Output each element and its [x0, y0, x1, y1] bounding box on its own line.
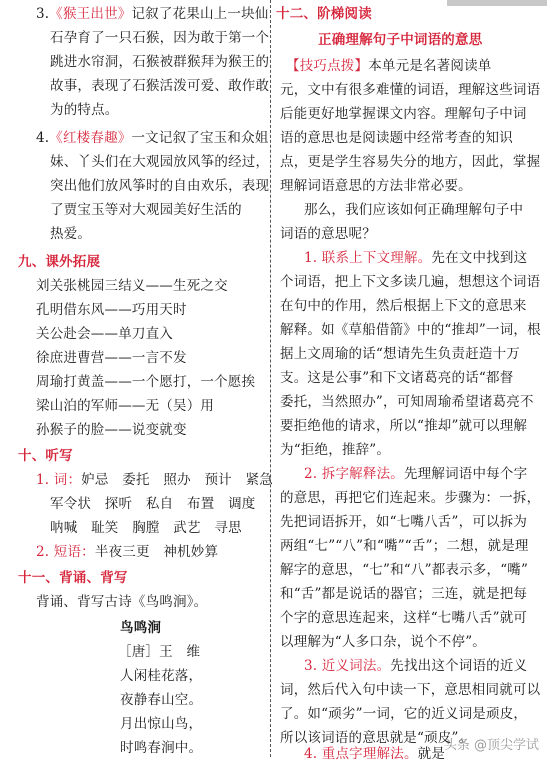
- tip-line: 点，更是学生容易失分的地方，因此，掌握: [280, 154, 541, 170]
- extension-line: 周瑜打黄盖——一个愿打，一个愿挨: [36, 374, 256, 390]
- column-divider: [270, 0, 271, 757]
- item-3-line-5: 为的特点。: [50, 102, 119, 118]
- question-line: 那么，我们应该如何正确理解句子中: [304, 202, 524, 218]
- item-3-text: 记叙了花果山上一块仙: [131, 6, 269, 22]
- method-1-text: 先在文中找到这: [431, 250, 528, 266]
- method-2-line-1: [304, 464, 527, 484]
- method-2-line: 的意思，再把它们连起来。步骤为：一拆，: [280, 490, 541, 506]
- method-4-label: 4. 重点字理解法。: [304, 746, 418, 762]
- method-2-text: 先理解词语中每个字: [403, 466, 528, 482]
- poem-line: 月出惊山鸟，: [120, 716, 203, 732]
- method-4-line-1: [304, 746, 446, 762]
- section-11-heading: 十一、背诵、背写: [18, 570, 128, 586]
- item-3-line-1: [36, 4, 268, 24]
- method-1-line-1: [304, 248, 527, 268]
- left-column: [0, 0, 273, 757]
- method-2-line: 解字的意思，“七”和“八”都表示多，“嘴”: [280, 562, 529, 578]
- item-4-number: 4.: [36, 130, 50, 146]
- method-1-line: 据上文周瑜的话“想请先生负责赶造十万: [280, 346, 521, 362]
- tip-label: 【技巧点拨】: [286, 58, 369, 74]
- method-1-line: 在句中的作用，然后根据上下文的意思来: [280, 298, 527, 314]
- item-4-text: 一文记叙了宝玉和众姐: [131, 130, 269, 146]
- tip-line-1: [286, 56, 492, 76]
- item-4-line-5: 热爱。: [50, 226, 92, 242]
- item-3-line-3: 跳进水帘洞，石猴被群猴拜为猴王的: [50, 54, 270, 70]
- poem-line: 夜静春山空。: [120, 692, 203, 708]
- extension-line: 刘关张桃园三结义——生死之交: [36, 278, 228, 294]
- method-2-line: 和“舌”都是说话的器官；三连，就是把每: [280, 586, 528, 602]
- item-4-line-1: [36, 128, 268, 148]
- method-2-line: 个字的意思连起来，这样“七嘴八舌”就可: [280, 610, 528, 626]
- item-3-title: 《猴王出世》: [49, 6, 132, 22]
- item-4-line-2: 妹、丫头们在大观园放风筝的经过，: [50, 154, 270, 170]
- section-12-heading: 十二、阶梯阅读: [276, 6, 372, 22]
- extension-line: 梁山泊的军师——无（吴）用: [36, 398, 215, 414]
- method-1-line: 个词语，把上下文多读几遍，想想这个词语: [280, 274, 541, 290]
- method-3-line: 所以该词语的意思就是“顽皮”。: [280, 730, 473, 746]
- method-1-line: 支。这是公事”和下文诸葛亮的话“都督: [280, 370, 514, 386]
- method-3-line-1: [304, 656, 527, 676]
- method-3-text: 先找出这个词语的近义: [390, 658, 528, 674]
- item-3-line-2: 石孕育了一只石猴，因为敢于第一个: [50, 30, 270, 46]
- method-2-label: 2. 拆字解释法。: [304, 466, 404, 482]
- question-line: 词语的意思呢？: [280, 226, 376, 242]
- dictation-phrases: 半夜三更 神机妙算: [94, 544, 219, 560]
- tip-line: 语的意思也是阅读题中经常考查的知识: [280, 130, 513, 146]
- tip-line: 理解词语意思的方法非常必要。: [280, 178, 472, 194]
- tip-line: 元，文中有很多难懂的词语，理解这些词语: [280, 82, 541, 98]
- method-1-line: 委托，当然照办”，可知周瑜希望诸葛亮不: [280, 394, 534, 410]
- watermark: 头条 @顶尖学试: [443, 738, 539, 753]
- dictation-words: 妒忌 委托 照办 预计 紧急: [81, 472, 273, 488]
- method-3-line: 了。如“顽劣”一词，它的近义词是顽皮，: [280, 706, 528, 722]
- poem-title: 鸟鸣涧: [120, 620, 162, 636]
- tip-line: 后能更好地掌握课文内容。理解句子中词: [280, 106, 527, 122]
- method-2-line: 先把词语拆开，如“七嘴八舌”，可以拆为: [280, 514, 528, 530]
- method-2-line: 以理解为“人多口杂，说个不停”。: [280, 634, 487, 650]
- method-3-line: 词，然后代入句中读一下，意思相同就可以: [280, 682, 541, 698]
- recite-instruction: 背诵、背写古诗《鸟鸣涧》。: [36, 594, 208, 610]
- method-3-label: 3. 近义词法。: [304, 658, 391, 674]
- method-1-line: 为“拒绝，推辞”。: [280, 442, 391, 458]
- section-9-heading: 九、课外拓展: [18, 254, 101, 270]
- extension-line: 徐庶进曹营——一言不发: [36, 350, 187, 366]
- poem-line: 时鸣春涧中。: [120, 740, 203, 756]
- right-column: [276, 0, 547, 762]
- method-2-line: 两组“七”“八”和“嘴”“舌”；二想，就是理: [280, 538, 529, 554]
- dictation-words-row-1: [36, 470, 273, 490]
- dictation-phrases-row: [36, 542, 218, 562]
- item-3-number: 3.: [36, 6, 50, 22]
- extension-line: 孙猴子的脸——说变就变: [36, 422, 187, 438]
- item-4-line-4: 了贾宝玉等对大观园美好生活的: [50, 202, 242, 218]
- item-4-line-3: 突出他们放风筝时的自由欢乐，表现: [50, 178, 270, 194]
- dictation-words-label: 1. 词：: [36, 472, 82, 488]
- dictation-phrases-label: 2. 短语：: [36, 544, 95, 560]
- method-4-text: 就是: [417, 746, 446, 762]
- extension-line: 孔明借东风——巧用天时: [36, 302, 187, 318]
- dictation-words-row-2: 军令状 探听 私自 布置 调度: [50, 496, 256, 512]
- method-1-label: 1. 联系上下文理解。: [304, 250, 432, 266]
- dictation-words-row-3: 呐喊 耻笑 胸膛 武艺 寻思: [50, 520, 242, 536]
- poem-author: ［唐］王 维: [118, 644, 201, 660]
- tip-text: 本单元是名著阅读单: [368, 58, 492, 74]
- method-1-line: 要拒绝他的请求，所以“推却”就可以理解: [280, 418, 528, 434]
- section-10-heading: 十、听写: [18, 448, 73, 464]
- item-4-title: 《红楼春趣》: [49, 130, 132, 146]
- extension-line: 关公赴会——单刀直入: [36, 326, 173, 342]
- poem-line: 人闲桂花落，: [120, 668, 203, 684]
- reading-subtitle: 正确理解句子中词语的意思: [318, 32, 483, 48]
- item-3-line-4: 故事，表现了石猴活泼可爱、敢作敢: [50, 78, 270, 94]
- method-1-line: 解释。如《草船借箭》中的“推却”一词，根: [280, 322, 541, 338]
